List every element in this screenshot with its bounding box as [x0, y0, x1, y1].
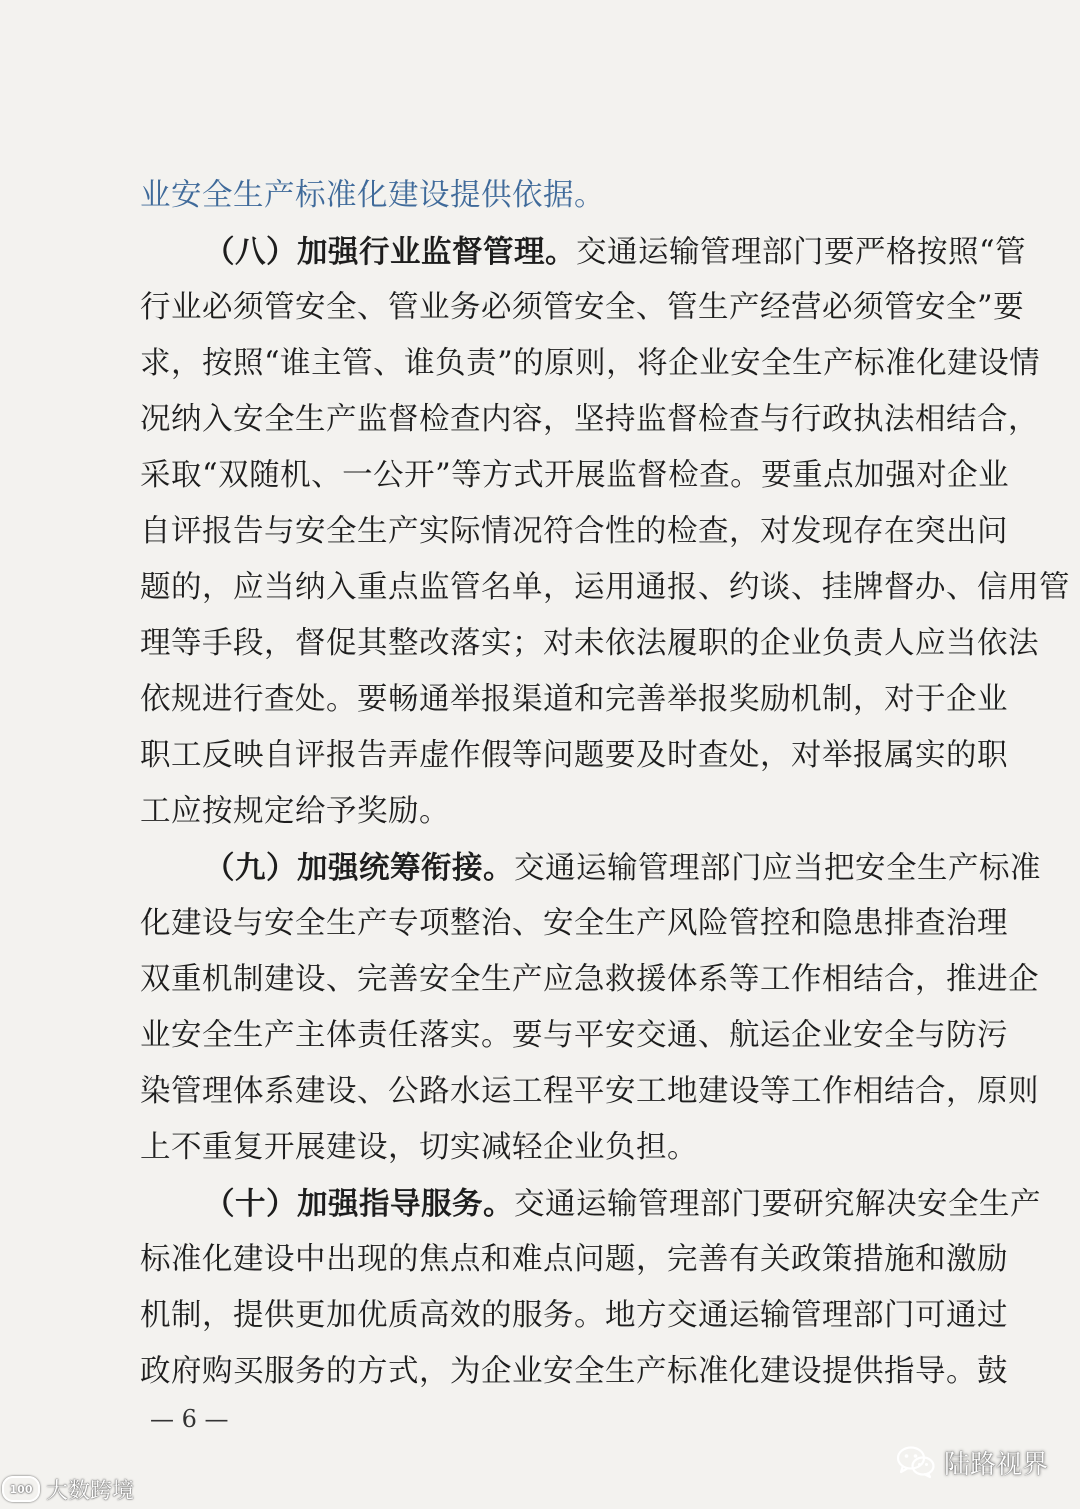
text-line: 双重机制建设、完善安全生产应急救援体系等工作相结合，推进企: [140, 962, 1039, 997]
text-line: 行业必须管安全、管业务必须管安全、管生产经营必须管安全”要: [140, 290, 1025, 325]
text-line: 依规进行查处。要畅通举报渠道和完善举报奖励机制，对于企业: [140, 682, 1008, 717]
watermark-right-text: 陆路视界: [943, 1449, 1048, 1480]
watermark-right: [896, 1442, 1048, 1482]
section-10-first-line: [140, 1184, 1041, 1224]
text-line: 题的，应当纳入重点监管名单，运用通报、约谈、挂牌督办、信用管: [140, 570, 1070, 605]
text-line: 化建设与安全生产专项整治、安全生产风险管控和隐患排查治理: [140, 906, 1008, 941]
text-line: 政府购买服务的方式，为企业安全生产标准化建设提供指导。鼓: [140, 1354, 1008, 1389]
text-line: 自评报告与安全生产实际情况符合性的检查，对发现存在突出问: [140, 514, 1008, 549]
watermark-left-text: 大数跨境: [46, 1478, 135, 1504]
section-9-first-line: [140, 848, 1041, 888]
text-line: 况纳入安全生产监督检查内容，坚持监督检查与行政执法相结合，: [140, 402, 1039, 437]
text-line: 机制，提供更加优质高效的服务。地方交通运输管理部门可通过: [140, 1298, 1008, 1333]
section-8-first-line: [140, 232, 1027, 272]
section-9-text: 交通运输管理部门应当把安全生产标准: [514, 851, 1041, 886]
text-line: 采取“双随机、一公开”等方式开展监督检查。要重点加强对企业: [140, 458, 1010, 493]
watermark-logo: 100: [2, 1476, 40, 1502]
text-line: 业安全生产主体责任落实。要与平安交通、航运企业安全与防污: [140, 1018, 1008, 1053]
wechat-icon: [896, 1445, 936, 1479]
watermark-left: [2, 1474, 134, 1504]
text-line: 上不重复开展建设，切实减轻企业负担。: [140, 1130, 698, 1165]
section-8-heading: （八）加强行业监督管理。: [204, 234, 576, 270]
text-line: 职工反映自评报告弄虚作假等问题要及时查处，对举报属实的职: [140, 738, 1008, 773]
text-line: 求，按照“谁主管、谁负责”的原则，将企业安全生产标准化建设情: [140, 346, 1041, 381]
text-line: 标准化建设中出现的焦点和难点问题，完善有关政策措施和激励: [140, 1242, 1008, 1277]
section-10-text: 交通运输管理部门要研究解决安全生产: [514, 1187, 1041, 1222]
section-10-heading: （十）加强指导服务。: [204, 1186, 514, 1222]
text-line: 工应按规定给予奖励。: [140, 794, 450, 829]
section-8-text: 交通运输管理部门要严格按照“管: [576, 235, 1027, 270]
text-line: 业安全生产标准化建设提供依据。: [140, 178, 605, 213]
text-line: 理等手段，督促其整改落实；对未依法履职的企业负责人应当依法: [140, 626, 1039, 661]
text-line: 染管理体系建设、公路水运工程平安工地建设等工作相结合，原则: [140, 1074, 1039, 1109]
section-9-heading: （九）加强统筹衔接。: [204, 850, 514, 886]
page-number: — 6 —: [150, 1405, 229, 1433]
